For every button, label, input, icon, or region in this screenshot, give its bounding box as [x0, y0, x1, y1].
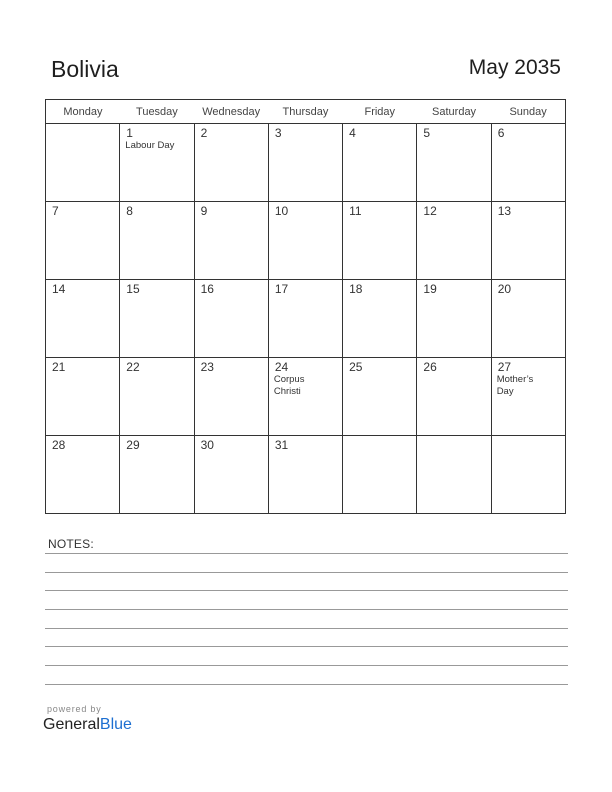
calendar-day-cell: [46, 436, 120, 514]
calendar-week-row: [46, 280, 566, 358]
day-number: 18: [349, 282, 363, 296]
day-number: [343, 436, 416, 438]
calendar-day-cell: [417, 436, 491, 514]
notes-label: NOTES:: [48, 537, 94, 551]
calendar-day-cell: [120, 280, 194, 358]
calendar-day-cell: [120, 436, 194, 514]
calendar-week-row: [46, 358, 566, 436]
calendar-week-row: [46, 436, 566, 514]
calendar-day-cell: [268, 202, 342, 280]
note-line: [45, 684, 568, 685]
calendar-day-cell: [343, 436, 417, 514]
day-number: 16: [200, 282, 214, 296]
day-number: 5: [423, 126, 431, 140]
calendar-day-cell: [417, 124, 491, 202]
calendar-grid: [45, 99, 566, 514]
calendar-day-cell: [491, 280, 565, 358]
day-number: 30: [200, 438, 214, 452]
calendar-day-cell: [491, 124, 565, 202]
logo-general: General: [43, 716, 100, 733]
note-line: [45, 646, 568, 647]
note-line: [45, 665, 568, 666]
weekday-header-row: [46, 100, 566, 124]
note-line: [45, 572, 568, 573]
calendar-day-cell: [491, 202, 565, 280]
calendar-day-cell: [343, 124, 417, 202]
weekday-header: Monday: [46, 100, 120, 124]
holiday-label: Corpus Christi: [273, 374, 305, 397]
note-line: [45, 553, 568, 554]
calendar-day-cell: [343, 280, 417, 358]
weekday-header: Wednesday: [194, 100, 268, 124]
day-number: 12: [423, 204, 437, 218]
weekday-header: Tuesday: [120, 100, 194, 124]
day-number: [417, 436, 490, 438]
calendar-day-cell: [417, 280, 491, 358]
weekday-header: Sunday: [491, 100, 565, 124]
calendar-day-cell: [491, 436, 565, 514]
calendar-day-cell: [491, 358, 565, 436]
calendar-day-cell: [194, 436, 268, 514]
calendar-day-cell: [268, 124, 342, 202]
generalblue-logo: [43, 716, 132, 734]
day-number: 9: [200, 204, 208, 218]
calendar-day-cell: [120, 202, 194, 280]
day-number: 4: [349, 126, 356, 140]
calendar-day-cell: [343, 202, 417, 280]
calendar-day-cell: [268, 280, 342, 358]
day-number: [46, 124, 119, 126]
calendar-day-cell: [194, 358, 268, 436]
weekday-header: Friday: [343, 100, 417, 124]
calendar-day-cell: [268, 436, 342, 514]
note-line: [45, 590, 568, 591]
day-number: 1: [126, 126, 133, 140]
calendar-day-cell: [120, 124, 194, 202]
day-number: 24: [274, 360, 289, 374]
day-number: 7: [52, 204, 59, 218]
day-number: 6: [497, 126, 505, 140]
day-number: [492, 436, 565, 438]
day-number: 21: [52, 360, 66, 374]
holiday-label: Labour Day: [125, 140, 175, 151]
day-number: 23: [200, 360, 214, 374]
day-number: 11: [349, 204, 362, 218]
calendar-day-cell: [417, 358, 491, 436]
country-title: Bolivia: [51, 56, 119, 82]
calendar-day-cell: [194, 280, 268, 358]
day-number: 29: [126, 438, 140, 452]
powered-by-text: powered by: [47, 704, 102, 714]
logo-blue: Blue: [99, 716, 132, 733]
calendar-day-cell: [343, 358, 417, 436]
calendar-day-cell: [120, 358, 194, 436]
day-number: 3: [274, 126, 282, 140]
day-number: 8: [126, 204, 133, 218]
calendar-week-row: [46, 202, 566, 280]
calendar-day-cell: [46, 358, 120, 436]
day-number: 10: [274, 204, 289, 218]
calendar-day-cell: [194, 202, 268, 280]
weekday-header: Thursday: [268, 100, 342, 124]
calendar-day-cell: [46, 124, 120, 202]
calendar-week-row: [46, 124, 566, 202]
month-title: May 2035: [468, 56, 561, 79]
day-number: 31: [274, 438, 289, 452]
day-number: 14: [52, 282, 66, 296]
day-number: 19: [423, 282, 437, 296]
calendar-day-cell: [46, 202, 120, 280]
day-number: 28: [52, 438, 66, 452]
calendar-day-cell: [268, 358, 342, 436]
day-number: 2: [200, 126, 208, 140]
day-number: 27: [497, 360, 512, 374]
calendar-day-cell: [46, 280, 120, 358]
weekday-header: Saturday: [417, 100, 491, 124]
day-number: 13: [497, 204, 512, 218]
day-number: 20: [497, 282, 512, 296]
note-line: [45, 628, 568, 629]
day-number: 22: [126, 360, 140, 374]
day-number: 15: [126, 282, 140, 296]
day-number: 17: [274, 282, 289, 296]
day-number: 25: [349, 360, 363, 374]
calendar-day-cell: [417, 202, 491, 280]
holiday-label: Mother’s Day: [496, 374, 534, 397]
note-line: [45, 609, 568, 610]
day-number: 26: [423, 360, 437, 374]
calendar-day-cell: [194, 124, 268, 202]
